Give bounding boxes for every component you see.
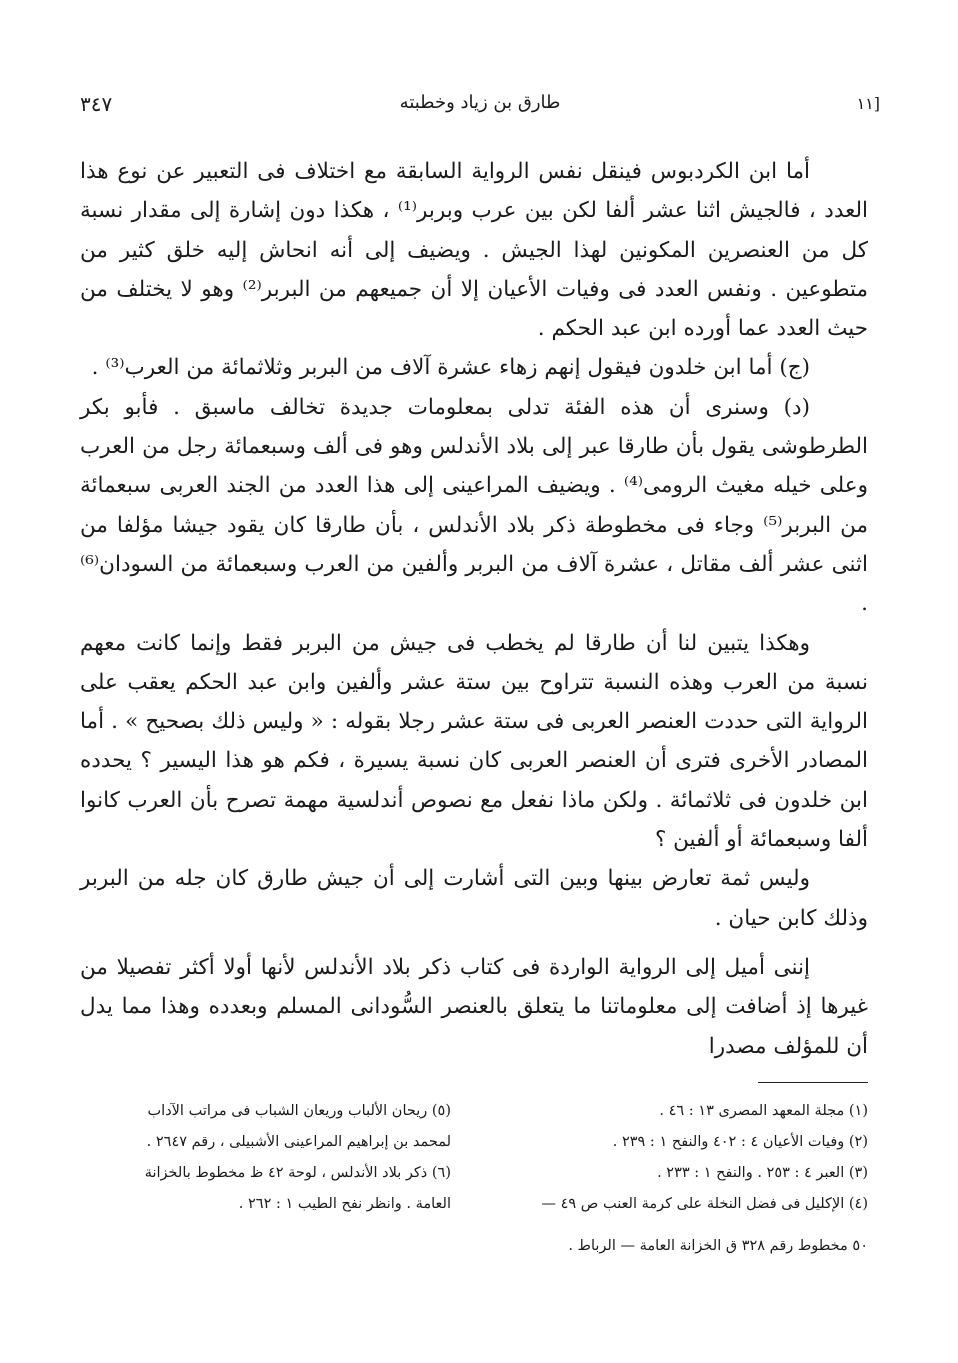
footnote: لمحمد بن إبراهيم المراعينى الأشبيلى ، رقم ٢٦٤٧ . <box>146 1134 451 1150</box>
footnote: العامة . وانظر نفح الطيب ١ : ٢٦٢ . <box>238 1196 451 1212</box>
footnote: (٥) ريحان الألباب وريعان الشباب فى مراتب الآداب <box>147 1103 451 1119</box>
paragraph: إننى أميل إلى الرواية الواردة فى كتاب ذكر بلاد الأندلس لأنها أولا أكثر تفصيلا من غيرها إذ أضافت إلى معلوماتنا ما يتعلق بالعنصر السُّودانى المسلم وبعدده وهذا مما يدل أن للمؤلف مصدرا <box>80 954 868 1059</box>
footnote: (٢) وفيات الأعيان ٤ : ٤٠٢ والنفح ١ : ٢٣٩ . <box>612 1134 868 1150</box>
paragraph: أما ابن الكردبوس فينقل نفس الرواية السابقة مع اختلاف فى التعبير عن نوع هذا العدد ، فالجيش اثنا عشر ألفا لكن بين عرب وبربر⁽¹⁾ ، هكذا دون إشارة إلى مقدار نسبة كل من العنصرين المكونين لهذا الجيش . ويضيف إلى أنه انحاش إليه خلق كثير من متطوعين . ونفس العدد فى وفيات الأعيان إلا أن جميعهم من البربر⁽²⁾ وهو لا يختلف من حيث العدد عما أورده ابن عبد الحكم . <box>80 159 868 342</box>
main-text <box>80 152 868 1066</box>
running-header <box>80 92 880 122</box>
page-number: ٣٤٧ <box>80 92 113 116</box>
footnote: (٣) العبر ٤ : ٢٥٣ . والنفح ١ : ٢٣٣ . <box>657 1165 868 1181</box>
footnote: (٤) الإكليل فى فضل النخلة على كرمة العنب ص ٤٩ — <box>541 1196 868 1212</box>
paragraph: وهكذا يتبين لنا أن طارقا لم يخطب فى جيش من البربر فقط وإنما كانت معهم نسبة من العرب وهذه النسبة تتراوح بين ستة عشر وألفين وابن عبد الحكم يعقب على الرواية التى حددت العنصر العربى فى ستة عشر رجلا بقوله : « وليس ذلك بصحيح » . أما المصادر الأخرى فترى أن العنصر العربى كان نسبة يسيرة ، فكم هو هذا اليسير ؟ يحدده ابن خلدون فى ثلاثمائة . ولكن ماذا نفعل مع نصوص أندلسية مهمة تصرح بأن العرب كانوا ألفا وسبعمائة أو ألفين ؟ <box>80 630 868 853</box>
footnotes-left-column <box>80 1096 451 1220</box>
footnote-continuation: ٥٠ مخطوط رقم ٣٢٨ ق الخزانة العامة — الرباط . <box>568 1238 868 1254</box>
footnote: (١) مجلة المعهد المصرى ١٣ : ٤٦ . <box>659 1103 868 1119</box>
paragraph: وليس ثمة تعارض بينها وبين التى أشارت إلى أن جيش طارق كان جله من البربر وذلك كابن حيان . <box>80 866 868 931</box>
paragraph: (ج) أما ابن خلدون فيقول إنهم زهاء عشرة آلاف من البربر وثلاثمائة من العرب⁽³⁾ . <box>91 355 810 381</box>
page-title: طارق بن زياد وخطبته <box>399 92 561 113</box>
footnotes <box>80 1096 868 1220</box>
footnote: (٦) ذكر بلاد الأندلس ، لوحة ٤٢ ظ مخطوط بالخزانة <box>144 1165 451 1181</box>
footnote-divider <box>758 1082 868 1083</box>
footnotes-right-column <box>497 1096 868 1220</box>
header-mark: [١١ <box>856 94 880 113</box>
paragraph: (د) وسنرى أن هذه الفئة تدلى بمعلومات جديدة تخالف ماسبق . فأبو بكر الطرطوشى يقول بأن طارقا عبر إلى بلاد الأندلس وهو فى ألف وسبعمائة رجل من العرب وعلى خيله مغيث الرومى⁽⁴⁾ . ويضيف المراعينى إلى هذا العدد من الجند العربى سبعمائة من البربر⁽⁵⁾ وجاء فى مخطوطة ذكر بلاد الأندلس ، بأن طارقا كان يقود جيشا مؤلفا من اثنى عشر ألف مقاتل ، عشرة آلاف من البربر وألفين من العرب وسبعمائة من السودان⁽⁶⁾ . <box>80 394 868 617</box>
